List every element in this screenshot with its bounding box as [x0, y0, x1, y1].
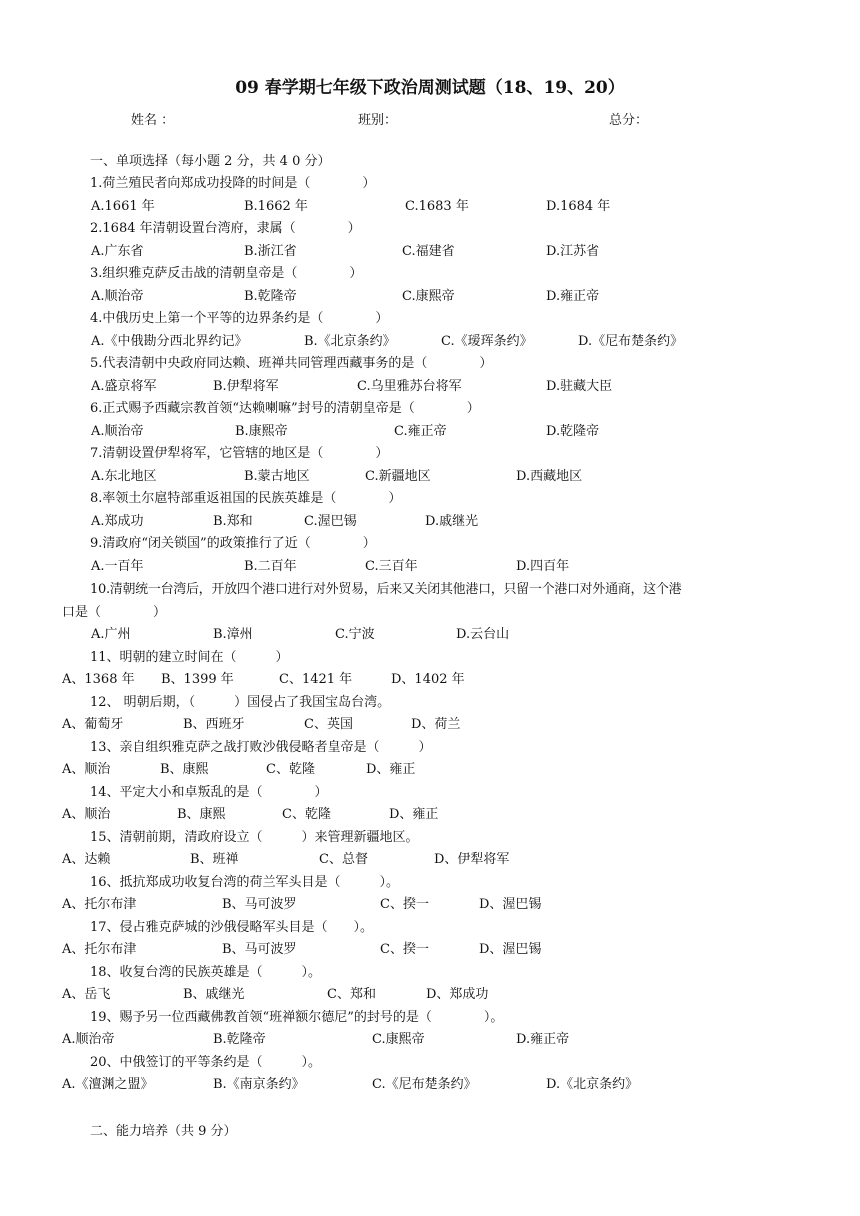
option: D.1684 年 [546, 199, 611, 214]
option: A.顺治帝 [91, 289, 144, 304]
option: C、1421 年 [279, 672, 353, 687]
option: D.四百年 [516, 559, 570, 574]
option: C、总督 [319, 852, 368, 867]
question-text: 7.清朝设置伊犁将军，它管辖的地区是（ ） [90, 446, 389, 461]
question-text-continued: 口是（ ） [62, 605, 167, 620]
question-text: 8.率领土尔扈特部重返祖国的民族英雄是（ ） [90, 491, 402, 506]
option: A.一百年 [91, 559, 144, 574]
option: B.漳州 [213, 627, 253, 642]
option: D.乾隆帝 [546, 424, 600, 439]
option: A.广州 [91, 627, 131, 642]
option: C.新疆地区 [365, 469, 431, 484]
option: D、渥巴锡 [479, 942, 542, 957]
option: A、托尔布津 [62, 897, 137, 912]
question-text: 3.组织雅克萨反击战的清朝皇帝是（ ） [90, 266, 363, 281]
option: B、戚继光 [183, 987, 245, 1002]
option: C.《尼布楚条约》 [372, 1077, 477, 1092]
question-text: 19、赐予另一位西藏佛教首领“班禅额尔德尼”的封号的是（ ）。 [90, 1010, 504, 1025]
option: B、马可波罗 [222, 897, 297, 912]
option: C.康熙帝 [372, 1032, 425, 1047]
option: C.康熙帝 [402, 289, 455, 304]
question-text: 11、明朝的建立时间在（ ） [90, 650, 289, 665]
option: A.1661 年 [91, 199, 155, 214]
option: B、班禅 [190, 852, 239, 867]
option: A.《中俄勘分西北界约记》 [91, 334, 248, 349]
name-label: 姓名 ： [131, 113, 175, 128]
option: B.乾隆帝 [244, 289, 297, 304]
question-text: 13、亲自组织雅克萨之战打败沙俄侵略者皇帝是（ ） [90, 740, 432, 755]
option: C.雍正帝 [394, 424, 447, 439]
option: B.二百年 [244, 559, 297, 574]
option: B.伊犁将军 [213, 379, 279, 394]
option: A、葡萄牙 [62, 717, 124, 732]
option: B、康熙 [160, 762, 209, 777]
question-text: 9.清政府“闭关锁国”的政策推行了近（ ） [90, 536, 376, 551]
option: A.顺治帝 [91, 424, 144, 439]
option: D.雍正帝 [546, 289, 600, 304]
option: A.盛京将军 [91, 379, 157, 394]
option: B.《北京条约》 [304, 334, 396, 349]
option: B、康熙 [177, 807, 226, 822]
section1-heading: 一、单项选择（每小题 2 分，共 4 0 分） [90, 154, 331, 169]
option: B.蒙古地区 [244, 469, 310, 484]
option: D.云台山 [456, 627, 510, 642]
option: A、顺治 [62, 807, 111, 822]
option: A、岳飞 [62, 987, 111, 1002]
option: C、郑和 [327, 987, 376, 1002]
class-label: 班别： [358, 113, 398, 128]
option: B、马可波罗 [222, 942, 297, 957]
option: C、英国 [304, 717, 353, 732]
option: B、西班牙 [183, 717, 245, 732]
question-text: 14、平定大小和卓叛乱的是（ ） [90, 785, 328, 800]
option: D、1402 年 [391, 672, 465, 687]
option: B、1399 年 [161, 672, 234, 687]
option: B.1662 年 [244, 199, 308, 214]
option: A、顺治 [62, 762, 111, 777]
question-text: 15、清朝前期，清政府设立（ ）来管理新疆地区。 [90, 830, 419, 845]
option: C、乾隆 [266, 762, 315, 777]
question-text: 2.1684 年清朝设置台湾府，隶属（ ） [90, 221, 361, 236]
option: A.东北地区 [91, 469, 157, 484]
option: B.《南京条约》 [213, 1077, 305, 1092]
option: C.乌里雅苏台将军 [357, 379, 462, 394]
option: D、雍正 [389, 807, 439, 822]
question-text: 17、侵占雅克萨城的沙俄侵略军头目是（ ）。 [90, 920, 374, 935]
section2-heading: 二、能力培养（共 9 分） [90, 1124, 237, 1139]
option: D.戚继光 [425, 514, 479, 529]
question-text: 18、收复台湾的民族英雄是（ ）。 [90, 965, 322, 980]
option: C.1683 年 [405, 199, 469, 214]
option: B.浙江省 [244, 244, 297, 259]
option: D.《北京条约》 [546, 1077, 639, 1092]
page-title: 09 春学期七年级下政治周测试题（18、19、20） [235, 78, 625, 98]
question-text: 16、抵抗郑成功收复台湾的荷兰军头目是（ ）。 [90, 875, 400, 890]
question-text: 10.清朝统一台湾后，开放四个港口进行对外贸易，后来又关闭其他港口，只留一个港口对外通商，这个港 [90, 582, 682, 597]
score-label: 总分： [609, 113, 649, 128]
question-text: 6.正式赐予西藏宗教首领“达赖喇嘛”封号的清朝皇帝是（ ） [90, 401, 480, 416]
option: C、揆一 [380, 897, 429, 912]
option: C.福建省 [402, 244, 455, 259]
option: C.《瑷珲条约》 [441, 334, 533, 349]
option: D.西藏地区 [516, 469, 583, 484]
question-text: 5.代表清朝中央政府同达赖、班禅共同管理西藏事务的是（ ） [90, 356, 493, 371]
option: A.广东省 [91, 244, 144, 259]
option: C、乾隆 [282, 807, 331, 822]
question-text: 12、 明朝后期，（ ）国侵占了我国宝岛台湾。 [90, 695, 391, 710]
option: A.郑成功 [91, 514, 144, 529]
option: A、达赖 [62, 852, 111, 867]
option: C.宁波 [335, 627, 375, 642]
question-text: 1.荷兰殖民者向郑成功投降的时间是（ ） [90, 176, 376, 191]
option: D.雍正帝 [516, 1032, 570, 1047]
option: A.《澶渊之盟》 [62, 1077, 154, 1092]
option: C.渥巴锡 [304, 514, 357, 529]
question-text: 20、中俄签订的平等条约是（ ）。 [90, 1055, 322, 1070]
option: D、渥巴锡 [479, 897, 542, 912]
option: D.江苏省 [546, 244, 600, 259]
option: B.郑和 [213, 514, 253, 529]
option: C、揆一 [380, 942, 429, 957]
option: B.乾隆帝 [213, 1032, 266, 1047]
question-text: 4.中俄历史上第一个平等的边界条约是（ ） [90, 311, 389, 326]
option: D、荷兰 [411, 717, 461, 732]
option: C.三百年 [365, 559, 418, 574]
option: A、托尔布津 [62, 942, 137, 957]
option: D.《尼布楚条约》 [578, 334, 684, 349]
option: D、雍正 [366, 762, 416, 777]
option: B.康熙帝 [235, 424, 288, 439]
option: A.顺治帝 [62, 1032, 115, 1047]
option: D、郑成功 [426, 987, 489, 1002]
option: D、伊犁将军 [434, 852, 510, 867]
option: D.驻藏大臣 [546, 379, 613, 394]
option: A、1368 年 [62, 672, 135, 687]
